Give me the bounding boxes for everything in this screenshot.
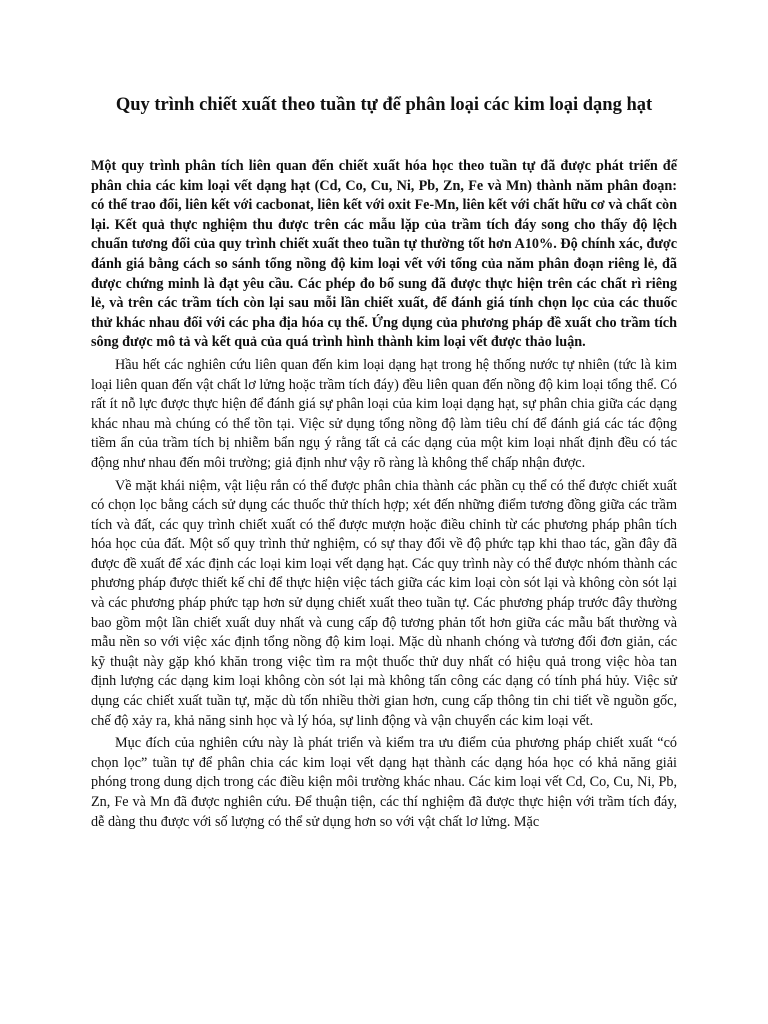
body-paragraph-3: Mục đích của nghiên cứu này là phát triển và kiểm tra ưu điểm của phương pháp chiết xuất “có chọn lọc” tuần tự để phân chia các kim loại vết dạng hạt thành các dạng hóa học có khả năng giải phóng trong dung dịch trong các điều kiện môi trường khác nhau. Các kim loại vết Cd, Co, Cu, Ni, Pb, Zn, Fe và Mn đã được nghiên cứu. Để thuận tiện, các thí nghiệm đã được thực hiện với trầm tích đáy, dễ dàng thu được với số lượng có thể sử dụng hơn so với vật chất lơ lửng. Mặc bbox=[91, 735, 677, 830]
abstract-paragraph: Một quy trình phân tích liên quan đến chiết xuất hóa học theo tuần tự đã được phát triển để phân chia các kim loại vết dạng hạt (Cd, Co, Cu, Ni, Pb, Zn, Fe và Mn) thành năm phân đoạn: có thể trao đổi, liên kết với cacbonat, liên kết với oxit Fe-Mn, liên kết với chất hữu cơ và chất còn lại. Kết quả thực nghiệm thu được trên các mẫu lặp của trầm tích đáy song cho thấy độ lệch chuẩn tương đối của quy trình chiết xuất theo tuần tự thường tốt hơn A10%. Độ chính xác, được đánh giá bằng cách so sánh tổng nồng độ kim loại vết với tổng của năm phân đoạn riêng lẻ, đã được chứng minh là đạt yêu cầu. Các phép đo bổ sung đã được thực hiện trên các chất rì riêng lẻ, và trên các trầm tích còn lại sau mỗi lần chiết xuất, để đánh giá tính chọn lọc của các thuốc thử khác nhau đối với các pha địa hóa cụ thể. Ứng dụng của phương pháp đề xuất cho trầm tích sông được mô tả và kết quả của quá trình hình thành kim loại vết được thảo luận. bbox=[91, 158, 677, 351]
paper-body bbox=[91, 157, 677, 835]
paper-title: Quy trình chiết xuất theo tuần tự để phân loại các kim loại dạng hạt bbox=[115, 95, 653, 115]
body-paragraph-1: Hầu hết các nghiên cứu liên quan đến kim loại dạng hạt trong hệ thống nước tự nhiên (tức là kim loại liên quan đến vật chất lơ lửng hoặc trầm tích đáy) đều liên quan đến nồng độ kim loại tổng thể. Có rất ít nỗ lực được thực hiện để đánh giá sự phân loại của kim loại dạng hạt, sự phân chia giữa các dạng khác nhau mà chúng có thể tồn tại. Việc sử dụng tổng nồng độ làm tiêu chí để đánh giá các tác động tiềm ẩn của trầm tích bị nhiễm bẩn ngụ ý rằng tất cả các dạng của một kim loại nhất định đều có tác động như nhau đến môi trường; giả định như vậy rõ ràng là không thể chấp nhận được. bbox=[91, 356, 677, 471]
body-paragraph-2: Về mặt khái niệm, vật liệu rắn có thể được phân chia thành các phần cụ thể có thể được chiết xuất có chọn lọc bằng cách sử dụng các thuốc thử thích hợp; xét đến những điểm tương đồng giữa các trầm tích và đất, các quy trình chiết xuất có thể được mượn hoặc điều chỉnh từ các phương pháp phân tích hóa học của đất. Một số quy trình thử nghiệm, có sự thay đổi về độ phức tạp khi thao tác, gần đây đã được đề xuất để xác định các loại kim loại vết dạng hạt. Các quy trình này có thể được nhóm thành các phương pháp được thiết kế chỉ để thực hiện việc tách giữa các kim loại còn sót lại và không còn sót lại và các phương pháp phức tạp hơn sử dụng chiết xuất theo tuần tự. Các phương pháp trước đây thường bao gồm một lần chiết xuất duy nhất và cung cấp độ tương phản tốt hơn giữa các mẫu bất thường và mẫu nền so với việc xác định tổng nồng độ kim loại. Mặc dù nhanh chóng và tương đối đơn giản, các kỹ thuật này gặp khó khăn trong việc tìm ra một thuốc thử duy nhất có hiệu quả trong việc hòa tan định lượng các dạng kim loại không còn sót lại mà không tấn công các dạng có tính phá hủy. Việc sử dụng các chiết xuất tuần tự, mặc dù tốn nhiều thời gian hơn, cung cấp thông tin chi tiết về nguồn gốc, chế độ xảy ra, khả năng sinh học và lý hóa, sự linh động và vận chuyển các kim loại vết. bbox=[91, 477, 677, 729]
